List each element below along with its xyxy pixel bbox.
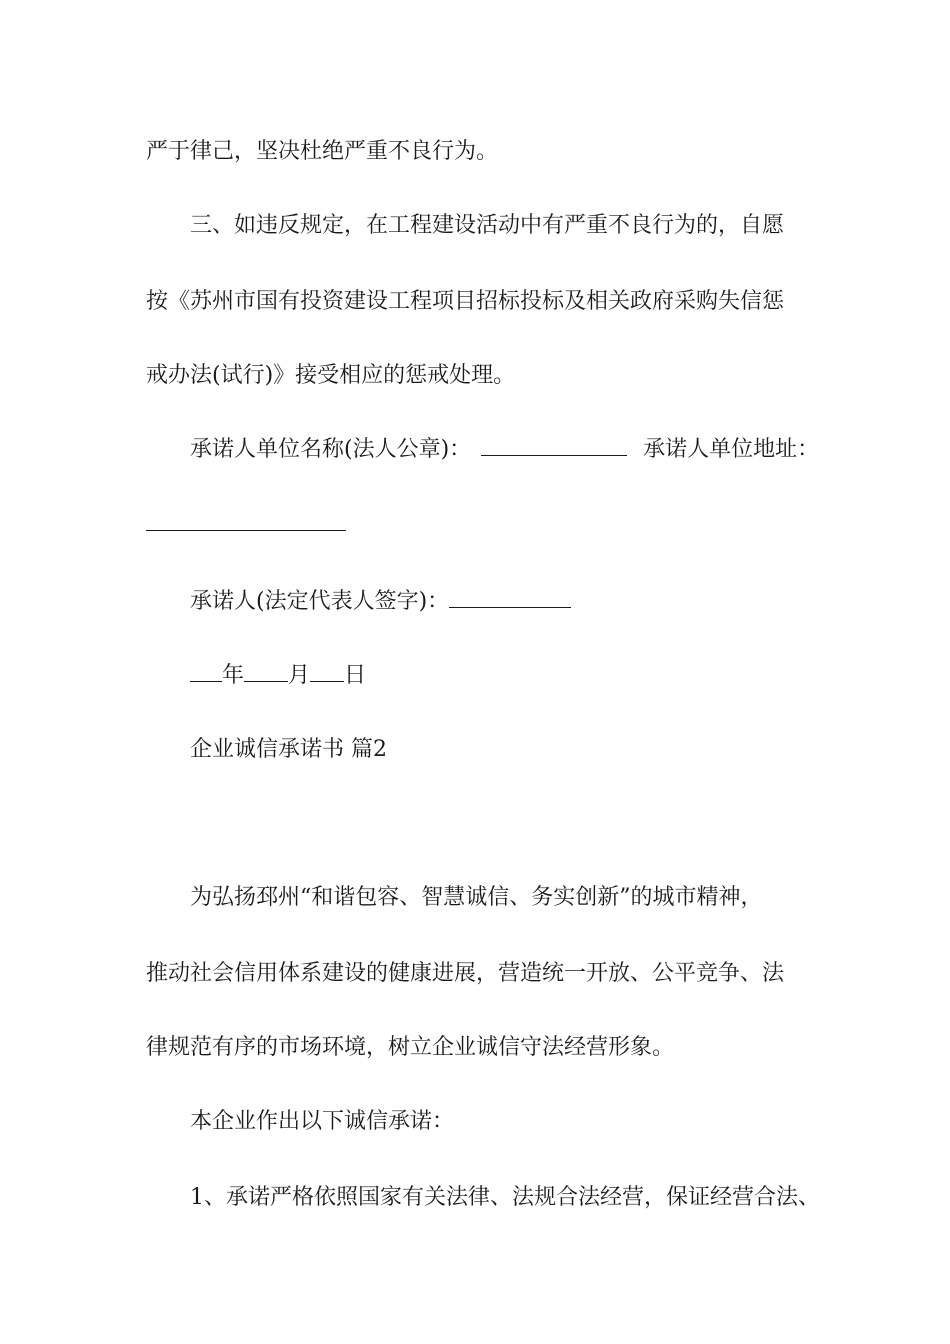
body-line: 1、承诺严格依照国家有关法律、法规合法经营，保证经营合法、	[190, 1185, 820, 1210]
month-label: 月	[288, 663, 311, 688]
body-line: 推动社会信用体系建设的健康进展，营造统一开放、公平竞争、法	[146, 961, 785, 986]
body-line: 为弘扬邳州“和谐包容、智慧诚信、务实创新”的城市精神，	[190, 885, 763, 910]
pledge-signer-row	[190, 588, 571, 616]
body-line: 本企业作出以下诚信承诺：	[190, 1109, 455, 1134]
date-row	[190, 662, 366, 690]
month-blank[interactable]	[244, 663, 288, 682]
pledge-unit-address-label: 承诺人单位地址：	[643, 437, 820, 462]
paragraph-line: 按《苏州市国有投资建设工程项目招标投标及相关政府采购失信惩	[146, 289, 785, 314]
signer-blank[interactable]	[449, 589, 571, 608]
pledge-unit-name-label: 承诺人单位名称(法人公章)：	[190, 437, 472, 462]
section-title: 企业诚信承诺书 篇2	[190, 737, 387, 762]
paragraph-line: 三、如违反规定，在工程建设活动中有严重不良行为的，自愿	[190, 213, 785, 238]
unit-name-blank[interactable]	[481, 437, 627, 456]
unit-address-blank[interactable]	[146, 512, 346, 531]
day-label: 日	[344, 663, 367, 688]
body-line: 律规范有序的市场环境，树立企业诚信守法经营形象。	[146, 1035, 675, 1060]
pledge-signer-label: 承诺人(法定代表人签字)：	[190, 589, 450, 614]
paragraph-line: 严于律己，坚决杜绝严重不良行为。	[146, 139, 499, 164]
pledge-unit-row	[190, 436, 819, 464]
day-blank[interactable]	[310, 663, 344, 682]
year-blank[interactable]	[190, 663, 222, 682]
year-label: 年	[222, 663, 245, 688]
paragraph-line: 戒办法(试行)》接受相应的惩戒处理。	[146, 363, 516, 388]
